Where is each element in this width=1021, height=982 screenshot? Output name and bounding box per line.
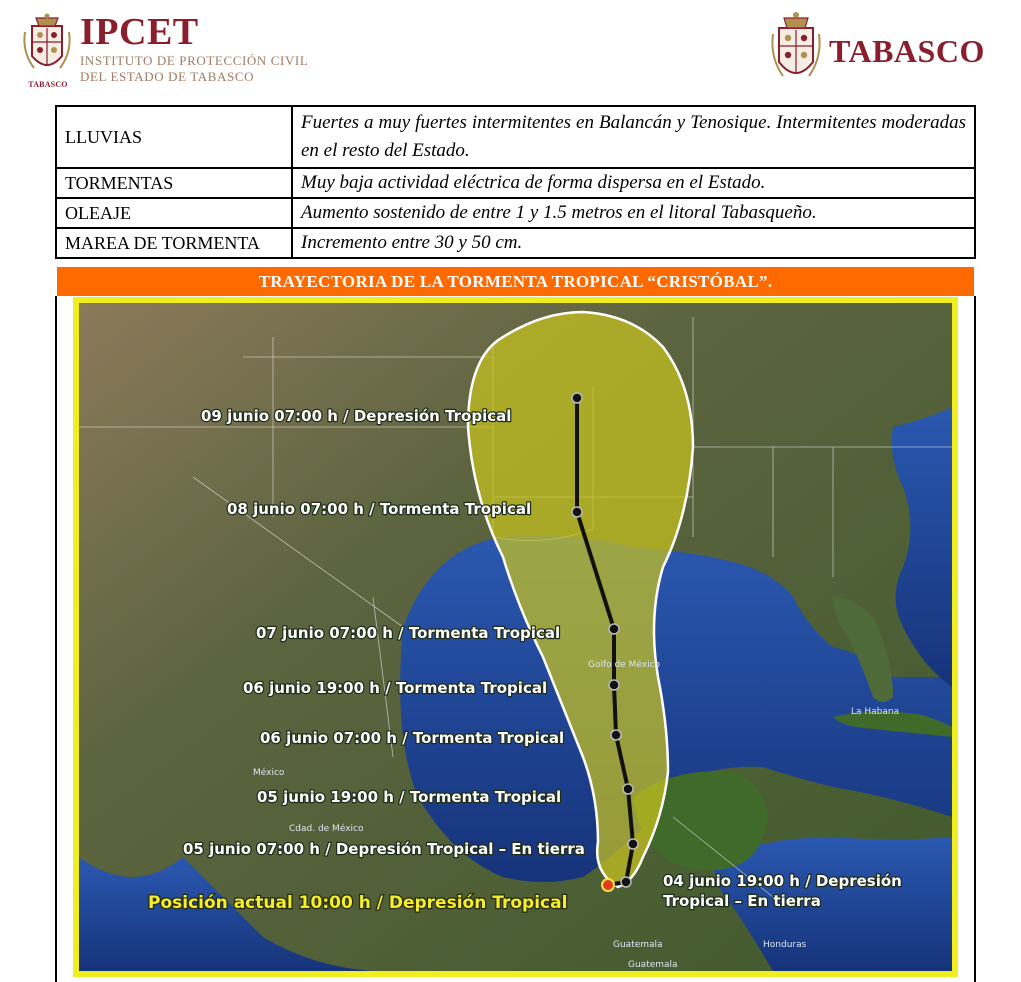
- track-point-04jun19: [621, 877, 631, 887]
- document-header: [0, 0, 1021, 100]
- condition-value: Aumento sostenido de entre 1 y 1.5 metros en el litoral Tabasqueño.: [292, 198, 975, 228]
- org-name: IPCET: [80, 11, 199, 53]
- track-point-07jun: [609, 624, 619, 634]
- track-label: 06 junio 07:00 h / Tormenta Tropical: [260, 729, 565, 747]
- table-row: [56, 168, 975, 198]
- track-point-08jun: [572, 507, 582, 517]
- trajectory-title: TRAYECTORIA DE LA TORMENTA TROPICAL “CRISTÓBAL”.: [57, 267, 974, 296]
- track-point-06jun07: [611, 730, 621, 740]
- tabasco-coat-of-arms-icon: [771, 10, 821, 86]
- track-label-line2: Tropical – En tierra: [663, 892, 821, 910]
- place-guatemala-country: Guatemala: [613, 940, 663, 950]
- track-label: 06 junio 19:00 h / Tormenta Tropical: [243, 679, 548, 697]
- storm-trajectory-map: [73, 297, 958, 977]
- condition-label: OLEAJE: [56, 198, 292, 228]
- place-gulf-of-mexico: Golfo de México: [588, 660, 661, 670]
- table-row: [56, 228, 975, 258]
- place-mexico-city: Cdad. de México: [289, 824, 364, 834]
- org-fullname-line1: INSTITUTO DE PROTECCIÓN CIVIL: [80, 53, 309, 68]
- track-point-05jun19: [623, 784, 633, 794]
- seal-caption: TABASCO: [28, 80, 68, 89]
- track-point-05jun07: [628, 839, 638, 849]
- table-row: [56, 198, 975, 228]
- condition-value: Muy baja actividad eléctrica de forma dispersa en el Estado.: [292, 168, 975, 198]
- current-position-label: Posición actual 10:00 h / Depresión Tropical: [148, 893, 568, 913]
- place-guatemala-city: Guatemala: [628, 960, 678, 970]
- condition-label: MAREA DE TORMENTA: [56, 228, 292, 258]
- track-label: 05 junio 19:00 h / Tormenta Tropical: [257, 788, 562, 806]
- table-row: [56, 106, 975, 168]
- track-label: 05 junio 07:00 h / Depresión Tropical – En tierra: [183, 840, 585, 858]
- track-label-line1: 04 junio 19:00 h / Depresión: [663, 872, 902, 890]
- current-position-marker: [602, 879, 614, 891]
- org-fullname-line2: DEL ESTADO DE TABASCO: [80, 69, 255, 84]
- condition-label: LLUVIAS: [56, 106, 292, 168]
- condition-label: TORMENTAS: [56, 168, 292, 198]
- track-label: 08 junio 07:00 h / Tormenta Tropical: [227, 500, 532, 518]
- tabasco-coat-of-arms-icon: [22, 12, 72, 78]
- place-mexico: México: [253, 768, 285, 778]
- place-honduras: Honduras: [763, 940, 807, 950]
- place-havana: La Habana: [851, 707, 900, 717]
- condition-value: Incremento entre 30 y 50 cm.: [292, 228, 975, 258]
- state-name: TABASCO: [829, 33, 985, 69]
- track-label: 07 junio 07:00 h / Tormenta Tropical: [256, 624, 561, 642]
- track-label: 09 junio 07:00 h / Depresión Tropical: [201, 407, 512, 425]
- condition-value: Fuertes a muy fuertes intermitentes en Balancán y Tenosique. Intermitentes moderadas en el resto del Estado.: [292, 106, 975, 168]
- track-point-09jun: [572, 393, 582, 403]
- weather-conditions-table: [55, 105, 976, 259]
- track-point-06jun19: [609, 680, 619, 690]
